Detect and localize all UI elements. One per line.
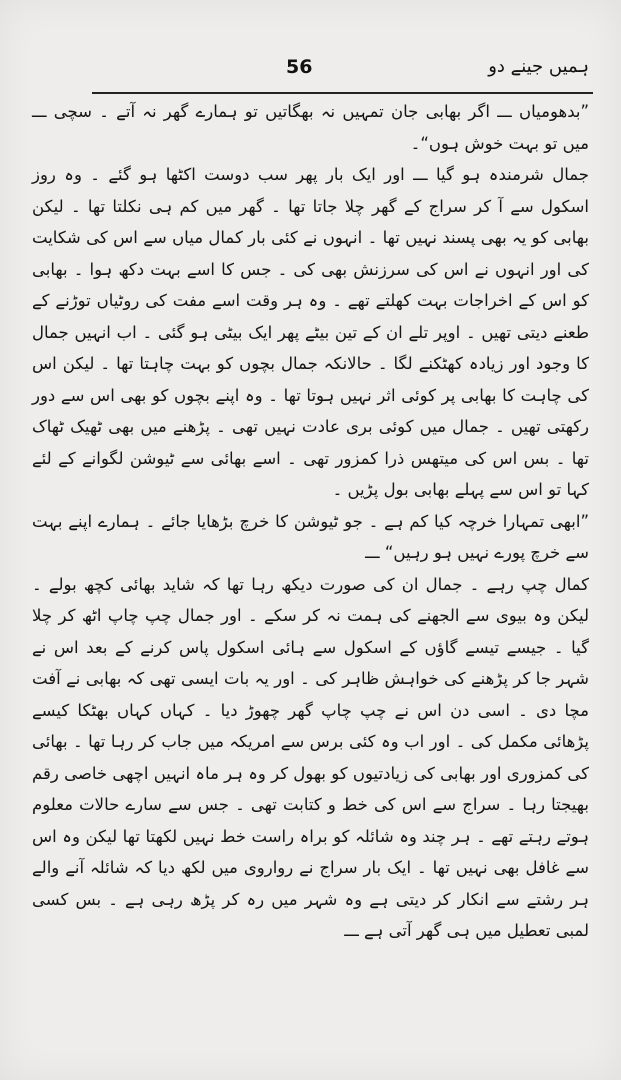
page-number: 56 [286, 56, 313, 78]
paragraph-4: کمال چپ رہے ۔ جمال ان کی صورت دیکھ رہا تھا کہ شاید بھائی کچھ بولے ۔ لیکن وہ بیوی سے الجھنے کی ہمت نہ کر سکے ۔ اور جمال چپ چاپ اٹھ کر چلا گیا ۔ جیسے تیسے گاؤں کے اسکول سے ہائی اسکول پاس کرنے کے بعد اس نے شہر جا کر پڑھنے کی خواہش ظاہر کی ۔ اور یہ بات ایسی تھی کہ بھابی نے آفت مچا دی ۔ اسی دن اس نے چپ چاپ گھر چھوڑ دیا ۔ کہاں کہاں بھٹکا کیسے پڑھائی مکمل کی ۔ اور اب وہ کئی برس سے امریکہ میں جاب کر رہا تھا ۔ بھائی کی کمزوری اور بھابی کی زیادتیوں کو بھول کر وہ ہر ماہ انہیں اچھی خاصی رقم بھیجتا رہا ۔ سراج سے اس کی خط و کتابت تھی ۔ جس سے سارے حالات معلوم ہوتے رہتے تھے ۔ ہر چند وہ شائلہ کو براہ راست خط نہیں لکھتا تھا لیکن وہ اس سے غافل بھی نہیں تھا ۔ ایک بار سراج نے رواروی میں لکھ دیا کہ شائلہ آنے والے ہر رشتے سے انکار کر دیتی ہے وہ شہر میں رہ کر پڑھ رہی ہے ۔ بس کسی لمبی تعطیل میں ہی گھر آتی ہے ـــ [32, 574, 589, 940]
paragraph-2: جمال شرمندہ ہو گیا ـــ اور ایک بار پھر سب دوست اکٹھا ہو گئے ۔ وہ روز اسکول سے آ کر سراج کے گھر چلا جاتا تھا ۔ گھر میں کم ہی نکلتا تھا ۔ لیکن بھابی کو یہ بھی پسند نہیں تھا ۔ انہوں نے کئی بار کمال میاں سے اس کی شکایت کی اور انہوں نے اس کی سرزنش بھی کی ۔ جس کا اسے بہت دکھ ہوا ۔ بھابی کو اس کے اخراجات بہت کھلتے تھے ۔ وہ ہر وقت اسے مفت کی روٹیاں توڑنے کے طعنے دیتی تھیں ۔ اوپر تلے ان کے تین بیٹے پھر ایک بیٹی ہو گئی ۔ اب انہیں جمال کا وجود اور زیادہ کھٹکنے لگا ۔ حالانکہ جمال بچوں کو بہت چاہتا تھا ۔ لیکن اس کی چاہت کا بھابی پر کوئی اثر نہیں ہوتا تھا ۔ وہ اپنے بچوں کو بھی اس سے دور رکھتی تھیں ۔ جمال میں کوئی بری عادت نہیں تھی ۔ پڑھنے میں بھی ٹھیک ٹھاک تھا ۔ بس اس کی میتھس ذرا کمزور تھی ۔ اسے بھائی سے ٹیوشن لگوانے کے لئے کہا تو اس سے پہلے بھابی بول پڑیں ۔ [32, 165, 589, 499]
page-body [32, 96, 589, 947]
paragraph-3: ”ابھی تمہارا خرچہ کیا کم ہے ۔ جو ٹیوشن کا خرچ بڑھایا جائے ۔ ہمارے اپنے بہت سے خرچ پورے نہیں ہو رہیں“ ـــ [32, 511, 589, 562]
running-title: ہمیں جینے دو [488, 56, 589, 77]
header-divider [92, 92, 593, 94]
paragraph-1: ”بدھومیاں ـــ اگر بھابی جان تمہیں نہ بھگاتیں تو ہمارے گھر نہ آتے ۔ سچی ـــ میں تو بہت خوش ہوں“۔ [32, 102, 589, 153]
page-header [88, 52, 589, 88]
